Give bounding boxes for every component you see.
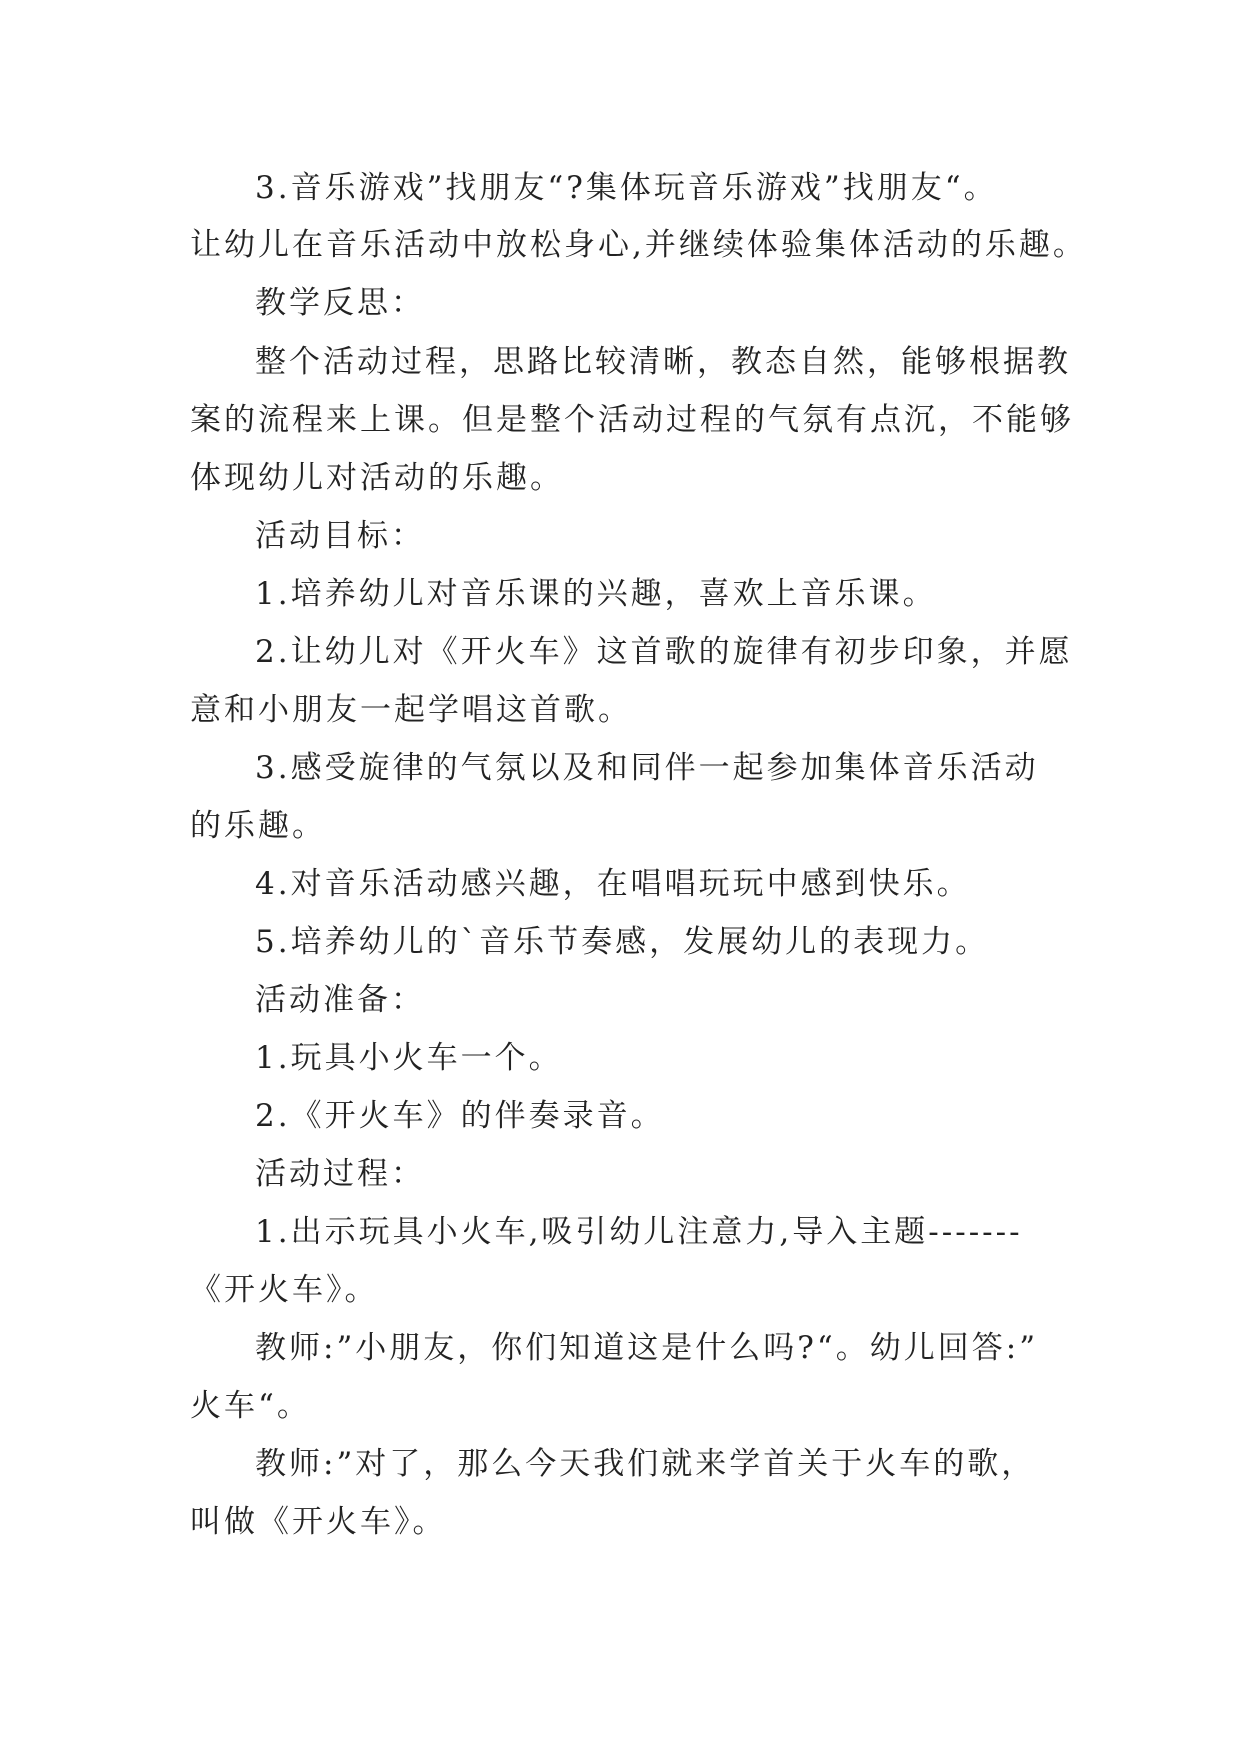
- section-heading: 活动准备：: [255, 982, 425, 1018]
- list-item: 4.对音乐活动感兴趣，在唱唱玩玩中感到快乐。: [255, 866, 971, 902]
- paragraph-line: 3.音乐游戏”找朋友“?集体玩音乐游戏”找朋友“。: [255, 170, 998, 206]
- list-item-continuation: 的乐趣。: [190, 808, 326, 844]
- paragraph-line: 让幼儿在音乐活动中放松身心,并继续体验集体活动的乐趣。: [190, 227, 1087, 263]
- list-item-continuation: 《开火车》。: [190, 1272, 379, 1308]
- section-heading: 活动过程：: [255, 1156, 425, 1192]
- list-item: 1.培养幼儿对音乐课的兴趣，喜欢上音乐课。: [255, 576, 937, 612]
- list-item: 1.出示玩具小火车,吸引幼儿注意力,导入主题-------: [255, 1214, 1023, 1250]
- list-item-continuation: 意和小朋友一起学唱这首歌。: [190, 692, 632, 728]
- list-item: 5.培养幼儿的`音乐节奏感，发展幼儿的表现力。: [255, 924, 990, 960]
- paragraph-line: 体现幼儿对活动的乐趣。: [190, 460, 564, 496]
- list-item: 1.玩具小火车一个。: [255, 1040, 563, 1076]
- paragraph-line: 整个活动过程，思路比较清晰，教态自然，能够根据教: [255, 344, 1071, 380]
- dialogue-line: 火车“。: [190, 1388, 311, 1424]
- dialogue-line: 教师:”小朋友，你们知道这是什么吗?“。幼儿回答:”: [255, 1330, 1039, 1366]
- dialogue-line: 叫做《开火车》。: [190, 1504, 447, 1540]
- list-item: 2.让幼儿对《开火车》这首歌的旋律有初步印象，并愿: [255, 634, 1073, 670]
- section-heading: 活动目标：: [255, 518, 425, 554]
- section-heading: 教学反思：: [255, 285, 425, 321]
- dialogue-line: 教师:”对了，那么今天我们就来学首关于火车的歌，: [255, 1446, 1036, 1482]
- paragraph-line: 案的流程来上课。但是整个活动过程的气氛有点沉，不能够: [190, 402, 1074, 438]
- list-item: 3.感受旋律的气氛以及和同伴一起参加集体音乐活动: [255, 750, 1039, 786]
- list-item: 2.《开火车》的伴奏录音。: [255, 1098, 665, 1134]
